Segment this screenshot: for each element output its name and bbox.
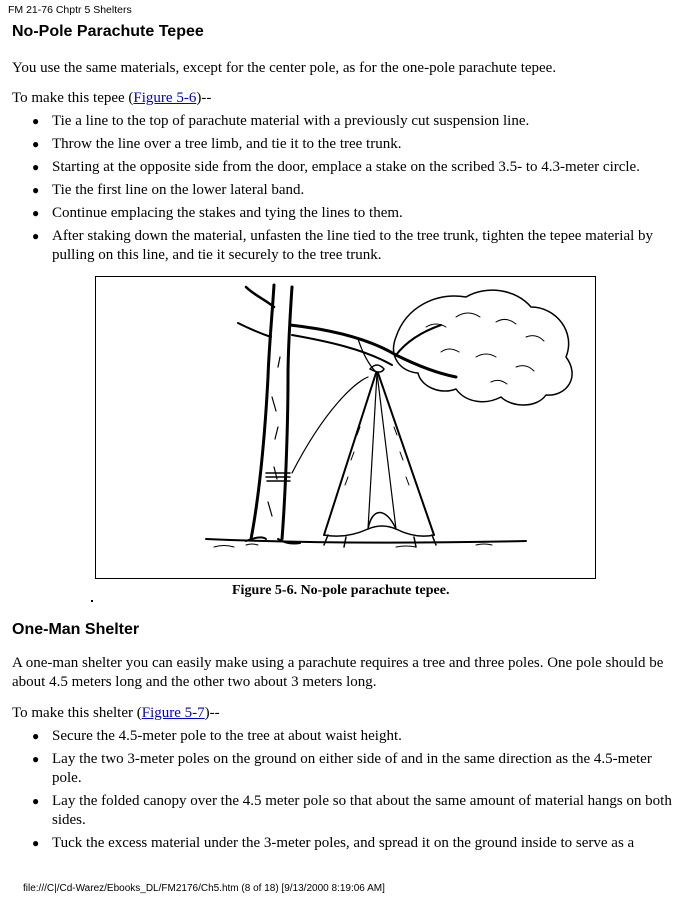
section1-howto: [12, 89, 682, 108]
section2-howto: [12, 704, 682, 723]
section1-intro: You use the same materials, except for the center pole, as for the one-pole parachute tepee.: [12, 60, 557, 76]
section1-steps: [52, 112, 682, 269]
section-title-one-man-shelter: One-Man Shelter: [12, 621, 140, 638]
list-item: ● Continue emplacing the stakes and tying the lines to them.: [52, 204, 682, 223]
list-item: ● Throw the line over a tree limb, and tie it to the tree trunk.: [52, 135, 682, 154]
figure-5-6-illustration: [95, 276, 596, 579]
page-header: FM 21-76 Chptr 5 Shelters: [8, 4, 132, 16]
howto-prefix: To make this shelter (: [12, 705, 142, 721]
tepee-tree-drawing: [96, 277, 594, 577]
list-item: ● Secure the 4.5-meter pole to the tree at about waist height.: [52, 727, 682, 746]
list-item: ● Tuck the excess material under the 3-meter poles, and spread it on the ground inside to serve as a: [52, 834, 682, 853]
section2-intro: A one-man shelter you can easily make using a parachute requires a tree and three poles. One pole should be about 4.5 meters long and the other two about 3 meters long.: [12, 655, 664, 690]
list-item: ● Tie a line to the top of parachute material with a previously cut suspension line.: [52, 112, 682, 131]
list-item: ● Lay the folded canopy over the 4.5 meter pole so that about the same amount of material hangs on both sides.: [52, 792, 682, 830]
list-item: ● Lay the two 3-meter poles on the ground on either side of and in the same direction as the 4.5-meter pole.: [52, 750, 682, 788]
stray-dot: [91, 600, 93, 602]
list-item: ● Tie the first line on the lower lateral band.: [52, 181, 682, 200]
howto-suffix: )--: [196, 90, 212, 106]
figure-5-6-link[interactable]: Figure 5-6: [133, 90, 197, 106]
section-title-no-pole-tepee: No-Pole Parachute Tepee: [12, 23, 204, 40]
list-item: ● Starting at the opposite side from the door, emplace a stake on the scribed 3.5- to 4.3-meter circle.: [52, 158, 682, 177]
howto-prefix: To make this tepee (: [12, 90, 134, 106]
figure-5-7-link[interactable]: Figure 5-7: [141, 705, 205, 721]
list-item: ● After staking down the material, unfasten the line tied to the tree trunk, tighten the tepee material by pulling on this line, and tie it securely to the tree trunk.: [52, 227, 682, 265]
section2-steps: [52, 727, 682, 857]
howto-suffix: )--: [204, 705, 220, 721]
figure-caption: Figure 5-6. No-pole parachute tepee.: [232, 583, 450, 598]
page-footer: file:///C|/Cd-Warez/Ebooks_DL/FM2176/Ch5.htm (8 of 18) [9/13/2000 8:19:06 AM]: [23, 883, 385, 894]
